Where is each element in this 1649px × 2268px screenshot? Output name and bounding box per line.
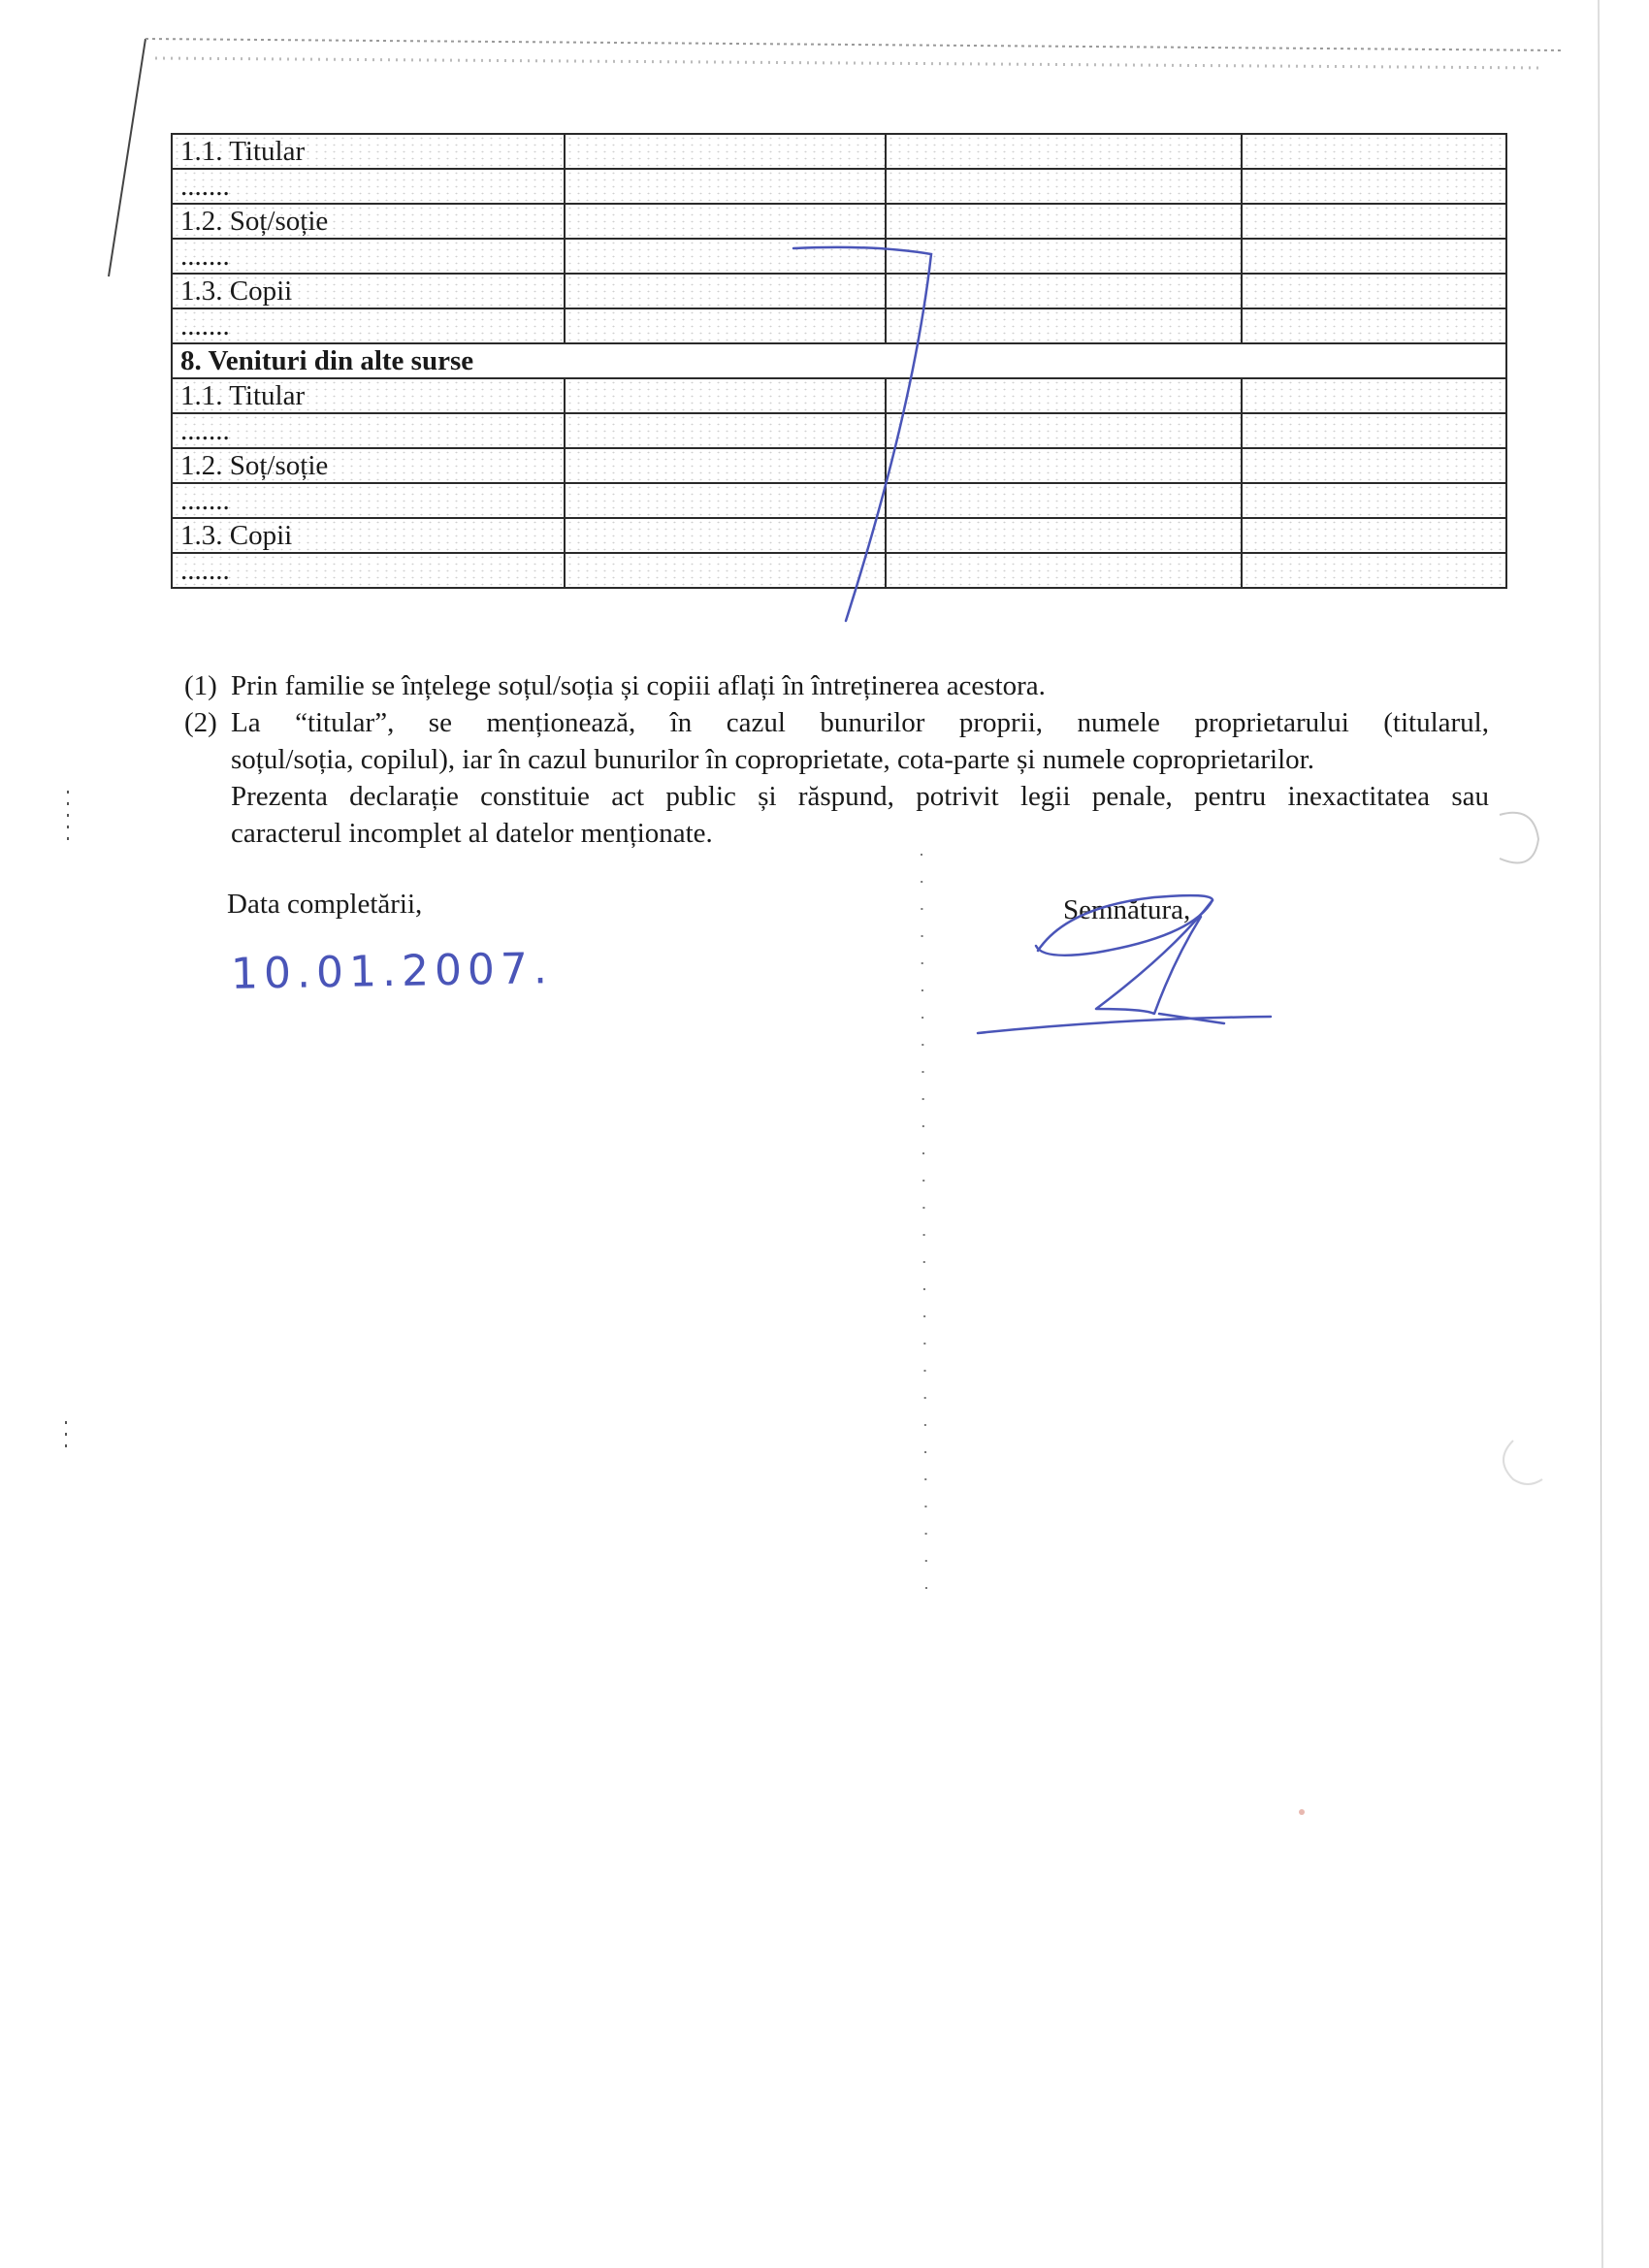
date-label: Data completării, [227,889,423,920]
section-heading: 8. Venituri din alte surse [172,343,1506,378]
footnote-continuation: soțul/soția, copilul), iar în cazul bunurilor în coproprietate, cota-parte și numele coproprietarilor. [231,744,1314,775]
statement-line: Prezenta declarație constituie act public și răspund, potrivit legii penale, pentru inexactitatea sau [231,781,1489,812]
row-label: ....... [172,483,565,518]
row-label: 1.2. Soț/soție [172,448,565,483]
row-label: ....... [172,553,565,588]
row-label: 1.3. Copii [172,518,565,553]
footnote-number: (2) [184,707,217,738]
row-label: 1.1. Titular [172,378,565,413]
row-label: ....... [172,413,565,448]
statement-line: caracterul incomplet al datelor menționate. [231,818,713,849]
row-label: 1.1. Titular [172,134,565,169]
row-label: ....... [172,169,565,204]
row-label: 1.2. Soț/soție [172,204,565,239]
footnote-text: La “titular”, se menționează, în cazul bunurilor proprii, numele proprietarului (titularul, [231,707,1489,738]
handwritten-date: 10.01.2007. [230,944,554,999]
row-label: ....... [172,308,565,343]
row-label: ....... [172,239,565,274]
cross-out-stroke [793,247,931,621]
footnote-number: (1) [184,670,217,701]
row-label: 1.3. Copii [172,274,565,308]
signature-icon [978,895,1271,1033]
footnote-text: Prin familie se înțelege soțul/soția și copiii aflați în întreținerea acestora. [231,670,1046,701]
signature-label: Semnătura, [1063,894,1191,925]
